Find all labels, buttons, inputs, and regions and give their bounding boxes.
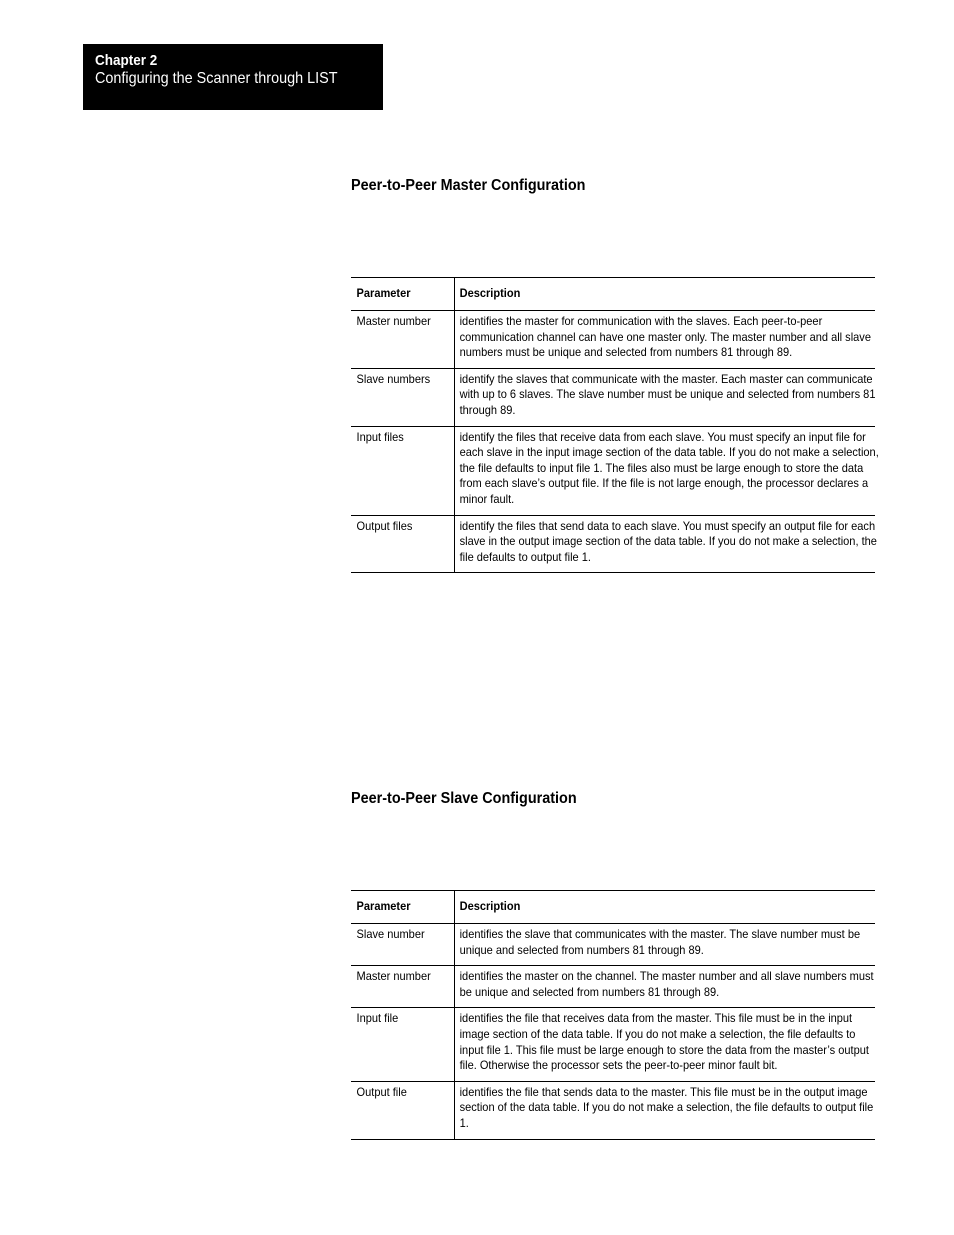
column-header-parameter: Parameter [351, 278, 455, 311]
column-header-description: Description [459, 899, 521, 914]
chapter-title: Configuring the Scanner through LIST [95, 70, 338, 87]
column-header-description: Description [459, 286, 521, 301]
description-cell: identify the slaves that communicate with the master. Each master can communicate with up to 6 slaves. The slave number must be unique and selected from numbers 81 through 89. [459, 371, 876, 417]
column-header-parameter: Parameter [351, 891, 455, 924]
section-heading-slave-config: Peer-to-Peer Slave Configuration [351, 790, 577, 807]
description-cell: identify the files that receive data from each slave. You must specify an input file for each slave in the input image section of the data table. If you do not make a selection, the file defaults to input file 1. The files also must be large enough to store the data from each slave’s output file. If the file is not large enough, the processor declares a minor fault. [459, 429, 879, 506]
table-row [351, 966, 875, 1008]
chapter-label: Chapter 2 [95, 52, 158, 69]
parameter-cell: Input file [351, 1008, 455, 1081]
slave-config-table [351, 890, 875, 1140]
parameter-cell: Master number [351, 966, 455, 1008]
parameter-cell: Output file [351, 1081, 455, 1139]
table-row [351, 368, 875, 426]
table-row [351, 311, 875, 369]
parameter-cell: Output files [351, 515, 455, 573]
description-cell: identify the files that send data to each slave. You must specify an output file for each slave in the output image section of the data table. If you do not make a selection, the file defaults to output file 1. [459, 518, 877, 564]
section-heading-master-config: Peer-to-Peer Master Configuration [351, 177, 586, 194]
master-config-table [351, 277, 879, 573]
table-header-row [351, 891, 875, 924]
table-row [351, 426, 875, 515]
description-cell: identifies the file that sends data to the master. This file must be in the output image section of the data table. If you do not make a selection, the file defaults to output file 1. [459, 1084, 874, 1130]
parameter-cell: Slave numbers [351, 368, 455, 426]
description-cell: identifies the master on the channel. The master number and all slave numbers must be unique and selected from numbers 81 through 89. [459, 969, 874, 999]
table-row [351, 1008, 875, 1081]
parameter-cell: Input files [351, 426, 455, 515]
table-header-row [351, 278, 875, 311]
table-row [351, 1081, 875, 1139]
table-row [351, 515, 875, 573]
description-cell: identifies the file that receives data from the master. This file must be in the input image section of the data table. If you do not make a selection, the file defaults to input file 1. This file must be large enough to store the data from the master’s output file. Otherwise the processor sets the peer-to-peer minor fault bit. [459, 1011, 869, 1073]
description-cell: identifies the master for communication with the slaves. Each peer-to-peer communication channel can have one master only. The master number and all slave numbers must be unique and selected from numbers 81 through 89. [459, 314, 871, 360]
description-cell: identifies the slave that communicates with the master. The slave number must be unique and selected from numbers 81 through 89. [459, 927, 861, 957]
table-row [351, 924, 875, 966]
chapter-header [83, 44, 383, 110]
parameter-cell: Master number [351, 311, 455, 369]
parameter-cell: Slave number [351, 924, 455, 966]
